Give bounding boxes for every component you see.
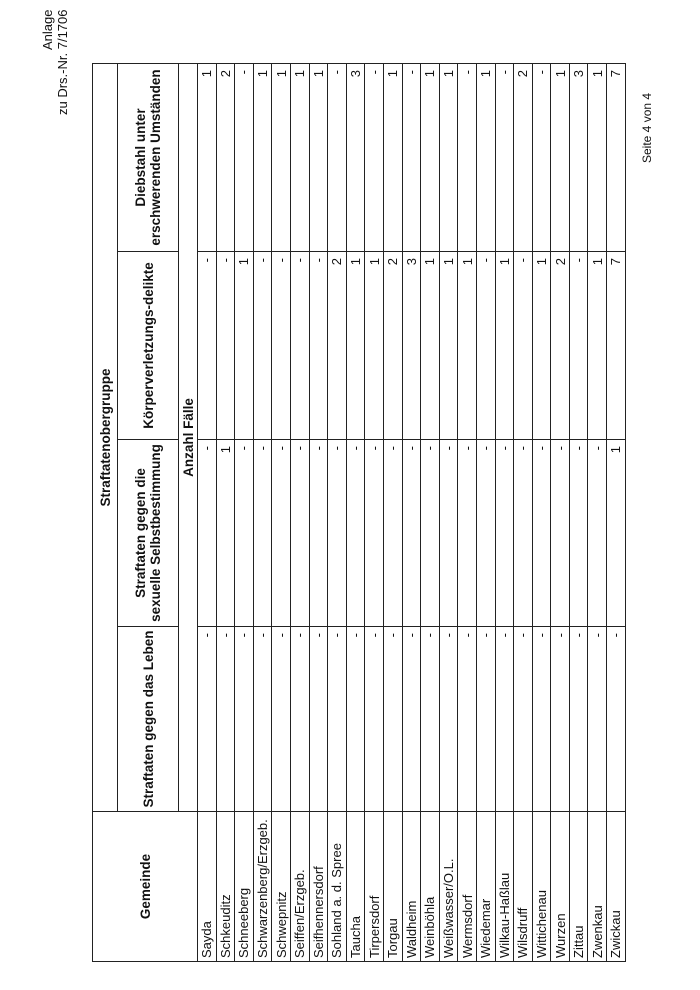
table-row (439, 63, 458, 961)
count-cell: - (272, 627, 291, 812)
annex-label: Anlage (40, 9, 55, 50)
count-cell: 1 (476, 63, 495, 251)
unit-label: Anzahl Fälle (179, 63, 198, 811)
gemeinde-cell: Schwepnitz (272, 812, 291, 962)
count-cell: - (551, 440, 570, 627)
column-header-leben: Straftaten gegen das Leben (118, 627, 179, 812)
count-cell: - (439, 627, 458, 812)
count-cell: 1 (383, 63, 402, 251)
count-cell: 1 (439, 252, 458, 440)
table-body (198, 63, 626, 961)
count-cell: 1 (495, 252, 514, 440)
count-cell: - (421, 627, 440, 812)
count-cell: - (290, 252, 309, 440)
gemeinde-cell: Taucha (346, 812, 365, 962)
gemeinde-cell: Wurzen (551, 812, 570, 962)
gemeinde-cell: Wiedemar (476, 812, 495, 962)
count-cell: - (365, 63, 384, 251)
gemeinde-cell: Schneeberg (235, 812, 254, 962)
count-cell: - (328, 63, 347, 251)
count-cell: - (569, 627, 588, 812)
count-cell: 1 (253, 63, 272, 251)
count-cell: - (588, 440, 607, 627)
gemeinde-cell: Wermsdorf (458, 812, 477, 962)
count-cell: - (365, 440, 384, 627)
table-row (532, 63, 551, 961)
statistics-table-wrapper (92, 64, 700, 962)
page-number: Seite 4 von 4 (640, 92, 654, 163)
count-cell: 2 (383, 252, 402, 440)
count-cell: - (514, 252, 533, 440)
count-cell: 1 (421, 252, 440, 440)
count-cell: 7 (607, 252, 626, 440)
count-cell: - (495, 440, 514, 627)
count-cell: 1 (421, 63, 440, 251)
table-row (476, 63, 495, 961)
count-cell: 2 (514, 63, 533, 251)
gemeinde-cell: Waldheim (402, 812, 421, 962)
count-cell: 1 (439, 63, 458, 251)
table-row (383, 63, 402, 961)
count-cell: - (235, 627, 254, 812)
count-cell: - (290, 440, 309, 627)
count-cell: 1 (272, 63, 291, 251)
count-cell: - (402, 63, 421, 251)
count-cell: 1 (365, 252, 384, 440)
column-header-gemeinde: Gemeinde (93, 812, 198, 962)
table-row (290, 63, 309, 961)
table-row (328, 63, 347, 961)
count-cell: - (216, 627, 235, 812)
count-cell: - (532, 63, 551, 251)
count-cell: 2 (328, 252, 347, 440)
table-row (458, 63, 477, 961)
gemeinde-cell: Wittichenau (532, 812, 551, 962)
count-cell: - (476, 440, 495, 627)
count-cell: - (495, 627, 514, 812)
statistics-table (92, 63, 626, 962)
count-cell: - (458, 440, 477, 627)
count-cell: - (253, 627, 272, 812)
count-cell: 1 (532, 252, 551, 440)
count-cell: 1 (235, 252, 254, 440)
count-cell: - (328, 627, 347, 812)
table-row (346, 63, 365, 961)
gemeinde-cell: Sayda (198, 812, 217, 962)
table-row (402, 63, 421, 961)
count-cell: - (569, 252, 588, 440)
count-cell: - (607, 627, 626, 812)
count-cell: - (495, 63, 514, 251)
count-cell: 1 (607, 440, 626, 627)
table-row (235, 63, 254, 961)
count-cell: - (402, 440, 421, 627)
gemeinde-cell: Weißwasser/O.L. (439, 812, 458, 962)
count-cell: - (272, 252, 291, 440)
count-cell: - (290, 627, 309, 812)
count-cell: - (346, 440, 365, 627)
annex-document-number: zu Drs.-Nr. 7/1706 (55, 9, 70, 115)
count-cell: - (588, 627, 607, 812)
gemeinde-cell: Wilsdruff (514, 812, 533, 962)
table-row (309, 63, 328, 961)
gemeinde-cell: Torgau (383, 812, 402, 962)
group-header: Straftatenobergruppe (93, 63, 118, 811)
count-cell: - (309, 627, 328, 812)
count-cell: 2 (551, 252, 570, 440)
count-cell: - (532, 440, 551, 627)
count-cell: 1 (309, 63, 328, 251)
count-cell: - (476, 252, 495, 440)
gemeinde-cell: Seifhennersdorf (309, 812, 328, 962)
count-cell: - (383, 627, 402, 812)
count-cell: - (253, 252, 272, 440)
count-cell: - (532, 627, 551, 812)
count-cell: - (439, 440, 458, 627)
count-cell: - (198, 440, 217, 627)
count-cell: - (198, 252, 217, 440)
count-cell: 1 (198, 63, 217, 251)
count-cell: - (328, 440, 347, 627)
count-cell: - (365, 627, 384, 812)
count-cell: 3 (402, 252, 421, 440)
count-cell: - (253, 440, 272, 627)
count-cell: 3 (346, 63, 365, 251)
count-cell: - (309, 252, 328, 440)
count-cell: 2 (216, 63, 235, 251)
annex-reference (40, 10, 70, 116)
table-row (495, 63, 514, 961)
count-cell: - (551, 627, 570, 812)
table-row (421, 63, 440, 961)
count-cell: 1 (346, 252, 365, 440)
table-row (514, 63, 533, 961)
count-cell: - (476, 627, 495, 812)
count-cell: - (458, 63, 477, 251)
count-cell: 3 (569, 63, 588, 251)
gemeinde-cell: Zwenkau (588, 812, 607, 962)
count-cell: 1 (588, 252, 607, 440)
table-row (365, 63, 384, 961)
table-row (272, 63, 291, 961)
column-header-koerperverletzung: Körperverletzungs-delikte (118, 252, 179, 440)
count-cell: 7 (607, 63, 626, 251)
gemeinde-cell: Tirpersdorf (365, 812, 384, 962)
count-cell: - (383, 440, 402, 627)
count-cell: 1 (588, 63, 607, 251)
gemeinde-cell: Wilkau-Haßlau (495, 812, 514, 962)
gemeinde-cell: Weinböhla (421, 812, 440, 962)
gemeinde-cell: Zittau (569, 812, 588, 962)
table-row (607, 63, 626, 961)
count-cell: - (272, 440, 291, 627)
count-cell: - (514, 440, 533, 627)
count-cell: - (216, 252, 235, 440)
gemeinde-cell: Seiffen/Erzgeb. (290, 812, 309, 962)
count-cell: - (514, 627, 533, 812)
count-cell: 1 (458, 252, 477, 440)
table-row (588, 63, 607, 961)
count-cell: - (235, 440, 254, 627)
count-cell: 1 (551, 63, 570, 251)
table-row (253, 63, 272, 961)
column-header-sexuelle-selbstbestimmung: Straftaten gegen die sexuelle Selbstbestimmung (118, 440, 179, 627)
count-cell: - (402, 627, 421, 812)
table-row (198, 63, 217, 961)
gemeinde-cell: Schwarzenberg/Erzgeb. (253, 812, 272, 962)
count-cell: - (309, 440, 328, 627)
count-cell: - (198, 627, 217, 812)
count-cell: 1 (290, 63, 309, 251)
count-cell: - (569, 440, 588, 627)
gemeinde-cell: Sohland a. d. Spree (328, 812, 347, 962)
count-cell: - (235, 63, 254, 251)
table-row (551, 63, 570, 961)
gemeinde-cell: Schkeuditz (216, 812, 235, 962)
gemeinde-cell: Zwickau (607, 812, 626, 962)
table-row (569, 63, 588, 961)
count-cell: - (346, 627, 365, 812)
count-cell: - (458, 627, 477, 812)
column-header-diebstahl: Diebstahl unter erschwerenden Umständen (118, 63, 179, 251)
count-cell: - (421, 440, 440, 627)
table-row (216, 63, 235, 961)
count-cell: 1 (216, 440, 235, 627)
